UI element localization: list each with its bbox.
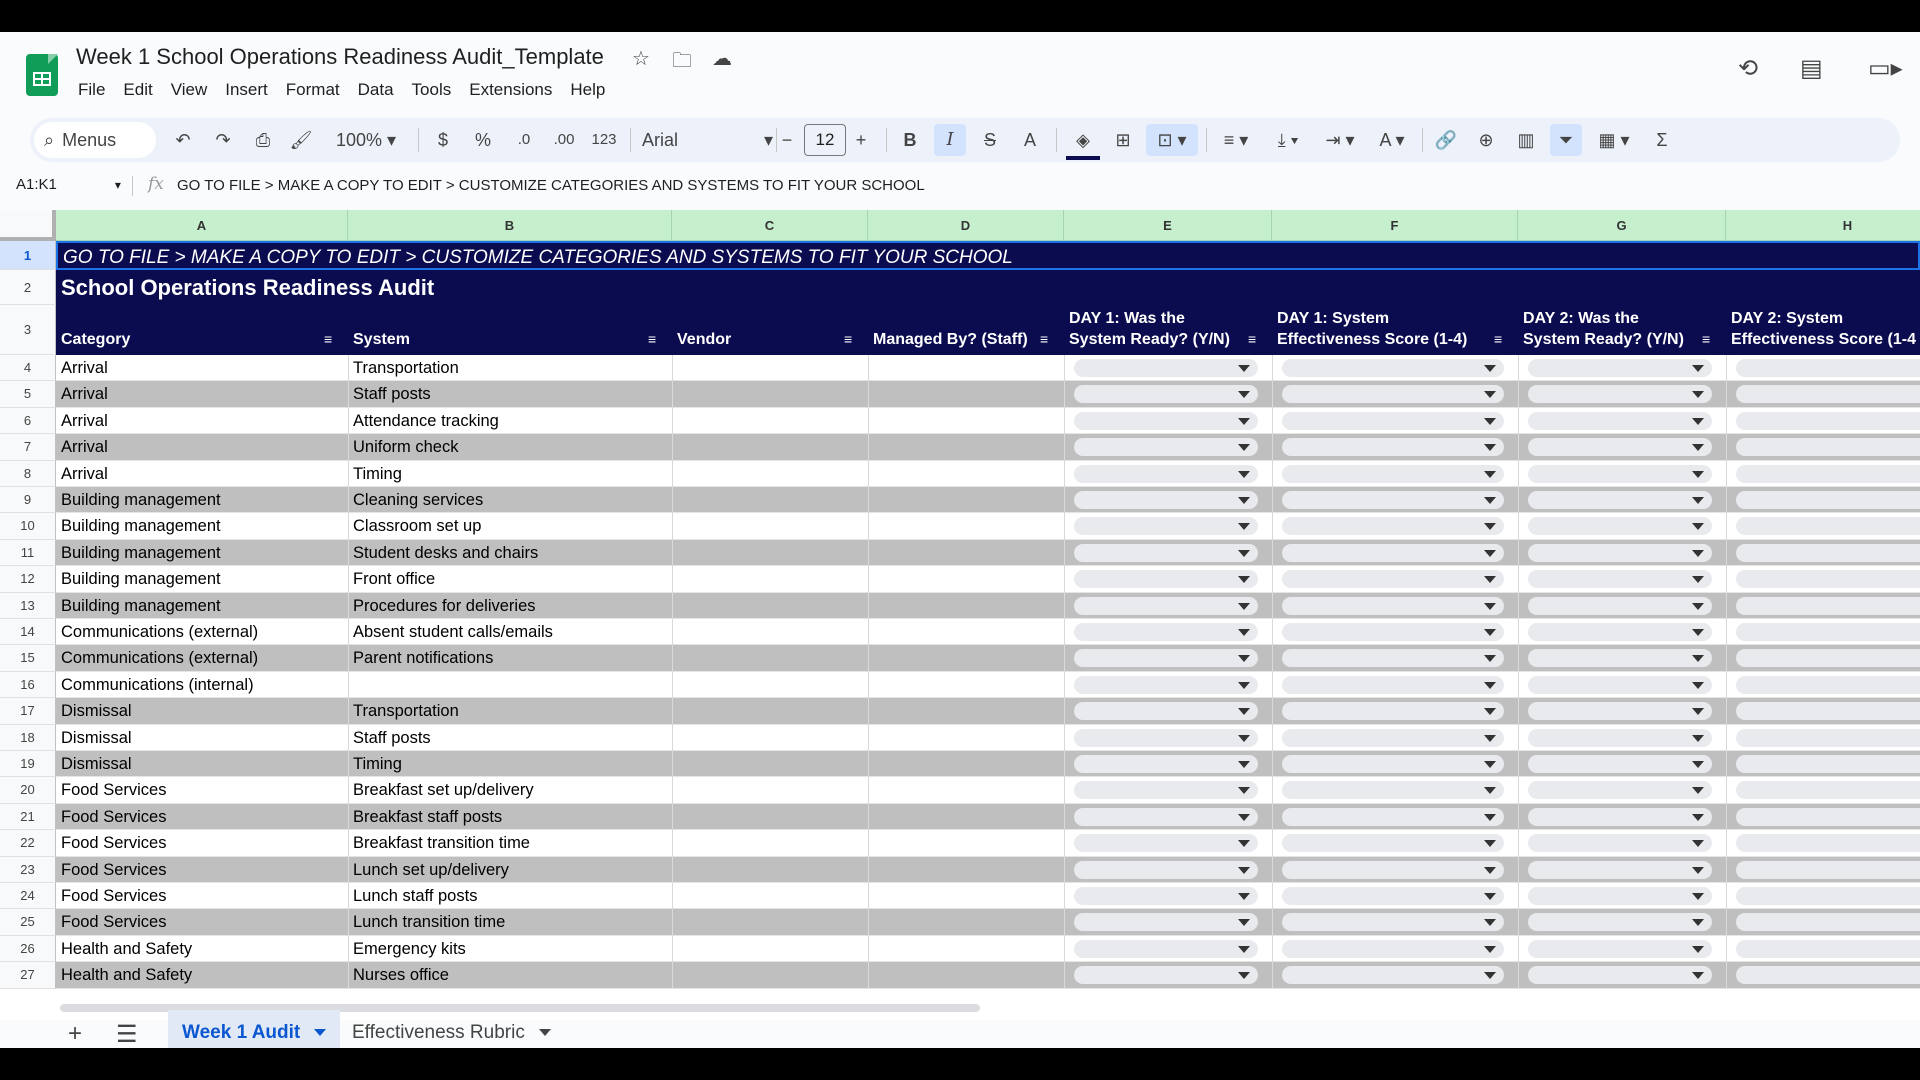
system-cell[interactable]: Absent student calls/emails (353, 623, 553, 641)
menus-search[interactable]: ⌕ Menus (34, 122, 156, 158)
category-cell[interactable]: Health and Safety (61, 939, 193, 958)
header-cell[interactable]: Effectiveness Score (1-4 (1731, 331, 1916, 348)
dropdown-chip[interactable] (1528, 808, 1712, 826)
category-cell[interactable]: Arrival (61, 411, 108, 430)
dropdown-chip[interactable] (1074, 491, 1258, 509)
header-cell[interactable]: Vendor (677, 331, 732, 348)
category-cell[interactable]: Food Services (61, 887, 167, 905)
vertical-align-icon[interactable]: ⤓ ▾ (1277, 130, 1299, 150)
dropdown-chip[interactable] (1074, 966, 1258, 984)
row-header[interactable]: 25 (0, 909, 56, 935)
dropdown-chip[interactable] (1074, 676, 1258, 694)
dropdown-chip[interactable] (1528, 702, 1712, 720)
all-sheets-icon[interactable]: ☰ (116, 1021, 138, 1048)
dropdown-chip[interactable] (1282, 755, 1504, 773)
filter-icon[interactable]: ≡ (324, 331, 333, 347)
document-title[interactable]: Week 1 School Operations Readiness Audit_Template (76, 44, 604, 69)
column-header-a[interactable]: A (56, 210, 348, 241)
row-header[interactable]: 2 (0, 270, 56, 305)
dropdown-chip[interactable] (1282, 438, 1504, 456)
dropdown-chip[interactable] (1736, 649, 1920, 667)
dropdown-chip[interactable] (1528, 597, 1712, 615)
system-cell[interactable]: Breakfast transition time (353, 834, 530, 853)
row-header[interactable]: 4 (0, 355, 56, 381)
dropdown-chip[interactable] (1736, 887, 1920, 905)
spreadsheet-grid (0, 210, 1920, 1020)
dropdown-chip[interactable] (1074, 940, 1258, 958)
dropdown-chip[interactable] (1528, 834, 1712, 852)
row-header[interactable]: 27 (0, 962, 56, 988)
dropdown-chip[interactable] (1282, 887, 1504, 905)
dropdown-chip[interactable] (1736, 913, 1920, 931)
dropdown-chip[interactable] (1528, 913, 1712, 931)
move-folder-icon[interactable]: 🗀 (672, 50, 692, 72)
menu-bar (78, 80, 623, 100)
dropdown-chip[interactable] (1282, 597, 1504, 615)
system-cell[interactable]: Staff posts (353, 728, 431, 747)
dropdown-chip[interactable] (1282, 649, 1504, 667)
category-cell[interactable]: Arrival (61, 438, 108, 457)
title-bar (0, 32, 1920, 112)
dropdown-chip[interactable] (1074, 808, 1258, 826)
chevron-down-icon: ▾ (114, 178, 121, 192)
filter-icon[interactable]: ≡ (648, 331, 657, 347)
dropdown-chip[interactable] (1282, 623, 1504, 641)
category-cell[interactable]: Arrival (61, 359, 108, 377)
dropdown-chip[interactable] (1736, 544, 1920, 562)
sheets-logo-icon[interactable] (26, 54, 58, 96)
system-cell[interactable]: Staff posts (353, 385, 431, 404)
dropdown-chip[interactable] (1074, 517, 1258, 535)
category-cell[interactable]: Dismissal (61, 702, 132, 721)
dropdown-chip[interactable] (1736, 517, 1920, 535)
dropdown-chip[interactable] (1736, 385, 1920, 403)
header-cell[interactable]: Managed By? (Staff) (873, 331, 1028, 348)
sheet-tabs-bar (0, 1020, 1920, 1048)
dropdown-chip[interactable] (1282, 729, 1504, 747)
category-cell[interactable]: Arrival (61, 385, 108, 404)
print-icon[interactable]: ⎙ (255, 130, 271, 150)
banner-cell[interactable]: GO TO FILE > MAKE A COPY TO EDIT > CUSTOMIZE CATEGORIES AND SYSTEMS TO FIT YOUR SCHOOL (56, 241, 1920, 270)
insert-chart-icon[interactable]: ▥ (1517, 130, 1535, 150)
row-header[interactable]: 8 (0, 461, 56, 487)
decrease-decimal-button[interactable]: .0 (517, 131, 531, 148)
dropdown-chip[interactable] (1736, 966, 1920, 984)
header-cell[interactable]: Effectiveness Score (1-4) (1277, 331, 1468, 348)
row-header[interactable]: 14 (0, 619, 56, 645)
dropdown-chip[interactable] (1528, 729, 1712, 747)
row-header[interactable]: 18 (0, 725, 56, 751)
category-cell[interactable]: Food Services (61, 807, 167, 826)
column-divider (1726, 355, 1727, 989)
dropdown-chip[interactable] (1282, 359, 1504, 377)
percent-button[interactable]: % (474, 130, 491, 150)
dropdown-chip[interactable] (1736, 676, 1920, 694)
header-cell[interactable]: DAY 1: Was the (1069, 310, 1185, 327)
dropdown-chip[interactable] (1074, 834, 1258, 852)
system-cell[interactable]: Timing (353, 755, 402, 773)
add-sheet-icon[interactable]: + (68, 1020, 83, 1047)
row-header[interactable]: 10 (0, 513, 56, 539)
system-cell[interactable]: Attendance tracking (353, 411, 499, 430)
dropdown-chip[interactable] (1074, 887, 1258, 905)
system-cell[interactable]: Breakfast set up/delivery (353, 781, 534, 800)
dropdown-chip[interactable] (1074, 438, 1258, 456)
dropdown-chip[interactable] (1736, 438, 1920, 456)
number-format-button[interactable]: 123 (591, 131, 617, 148)
dropdown-chip[interactable] (1074, 465, 1258, 483)
dropdown-chip[interactable] (1282, 570, 1504, 588)
column-header-c[interactable]: C (672, 210, 868, 241)
header-cell[interactable]: System (353, 331, 410, 348)
category-cell[interactable]: Building management (61, 543, 221, 562)
filter-icon[interactable]: ≡ (1702, 331, 1711, 347)
dropdown-chip[interactable] (1736, 465, 1920, 483)
text-rotation-icon[interactable]: A ▾ (1379, 130, 1405, 150)
system-cell[interactable] (348, 672, 672, 698)
column-divider (348, 355, 349, 989)
dropdown-chip[interactable] (1074, 729, 1258, 747)
redo-icon[interactable]: ↷ (215, 130, 231, 150)
dropdown-chip[interactable] (1074, 649, 1258, 667)
horizontal-align-icon[interactable]: ≡ ▾ (1223, 130, 1249, 150)
dropdown-chip[interactable] (1528, 649, 1712, 667)
menu-view[interactable]: View (170, 80, 208, 99)
header-cell[interactable]: DAY 2: System (1731, 310, 1844, 327)
system-cell[interactable]: Classroom set up (353, 517, 482, 536)
star-icon[interactable]: ☆ (632, 48, 650, 70)
dropdown-chip[interactable] (1528, 940, 1712, 958)
text-color-button[interactable]: A (1023, 130, 1036, 150)
filter-icon[interactable]: ≡ (1248, 331, 1257, 347)
header-cell[interactable]: System Ready? (Y/N) (1069, 331, 1230, 348)
row-header[interactable]: 23 (0, 857, 56, 883)
strikethrough-button[interactable]: S (983, 130, 996, 150)
dropdown-chip[interactable] (1528, 887, 1712, 905)
dropdown-chip[interactable] (1074, 544, 1258, 562)
category-cell[interactable]: Food Services (61, 913, 167, 932)
fill-color-icon[interactable]: ◈ (1066, 118, 1100, 160)
italic-button[interactable]: I (934, 124, 966, 156)
header-cell[interactable]: DAY 1: System (1277, 310, 1390, 327)
system-cell[interactable]: Procedures for deliveries (353, 596, 536, 615)
zoom-select[interactable]: 100% ▾ (335, 130, 397, 150)
column-divider (868, 355, 869, 989)
category-cell[interactable]: Health and Safety (61, 966, 193, 985)
row-header[interactable]: 17 (0, 698, 56, 724)
dropdown-chip[interactable] (1528, 570, 1712, 588)
dropdown-chip[interactable] (1736, 570, 1920, 588)
dropdown-chip[interactable] (1074, 623, 1258, 641)
dropdown-chip[interactable] (1736, 861, 1920, 879)
borders-icon[interactable]: ⊞ (1115, 130, 1131, 150)
row-header[interactable]: 12 (0, 566, 56, 592)
formula-bar (0, 170, 1920, 200)
dropdown-chip[interactable] (1528, 491, 1712, 509)
functions-button[interactable]: Σ (1656, 130, 1668, 150)
system-cell[interactable]: Lunch staff posts (353, 887, 478, 905)
system-cell[interactable]: Nurses office (353, 966, 449, 985)
system-cell[interactable]: Timing (353, 464, 402, 483)
toolbar (30, 118, 1900, 162)
header-cell[interactable]: System Ready? (Y/N) (1523, 331, 1684, 348)
category-cell[interactable]: Communications (external) (61, 623, 259, 641)
dropdown-chip[interactable] (1528, 781, 1712, 799)
dropdown-chip[interactable] (1282, 702, 1504, 720)
meet-icon[interactable]: ▭▸ (1868, 55, 1903, 82)
dropdown-chip[interactable] (1528, 359, 1712, 377)
chevron-down-icon (539, 1029, 551, 1036)
system-cell[interactable]: Lunch set up/delivery (353, 860, 509, 879)
row-header[interactable]: 15 (0, 645, 56, 671)
dropdown-chip[interactable] (1282, 491, 1504, 509)
dropdown-chip[interactable] (1282, 966, 1504, 984)
system-cell[interactable]: Parent notifications (353, 649, 494, 668)
row-header[interactable]: 5 (0, 381, 56, 407)
category-cell[interactable]: Food Services (61, 834, 167, 853)
category-cell[interactable]: Communications (internal) (61, 675, 254, 694)
dropdown-chip[interactable] (1282, 913, 1504, 931)
filter-icon[interactable]: ⏷ (1550, 124, 1582, 156)
system-cell[interactable]: Cleaning services (353, 491, 484, 509)
category-cell[interactable]: Building management (61, 517, 221, 536)
system-cell[interactable]: Student desks and chairs (353, 543, 539, 562)
system-cell[interactable]: Lunch transition time (353, 913, 506, 932)
menu-extensions[interactable]: Extensions (469, 80, 553, 99)
dropdown-chip[interactable] (1736, 491, 1920, 509)
dropdown-chip[interactable] (1528, 412, 1712, 430)
comments-icon[interactable]: ▤ (1800, 55, 1823, 82)
dropdown-chip[interactable] (1528, 438, 1712, 456)
dropdown-chip[interactable] (1528, 385, 1712, 403)
dropdown-chip[interactable] (1528, 755, 1712, 773)
dropdown-chip[interactable] (1074, 781, 1258, 799)
column-header-h[interactable]: H (1726, 210, 1920, 241)
undo-icon[interactable]: ↶ (175, 130, 191, 150)
dropdown-chip[interactable] (1282, 465, 1504, 483)
header-cell[interactable]: Category (61, 331, 131, 348)
category-cell[interactable]: Building management (61, 570, 221, 589)
cloud-status-icon[interactable]: ☁ (712, 48, 732, 70)
menu-insert[interactable]: Insert (225, 80, 268, 99)
dropdown-chip[interactable] (1282, 676, 1504, 694)
system-cell[interactable]: Front office (353, 570, 436, 589)
dropdown-chip[interactable] (1736, 359, 1920, 377)
category-cell[interactable]: Food Services (61, 860, 167, 879)
category-cell[interactable]: Dismissal (61, 728, 132, 747)
dropdown-chip[interactable] (1074, 385, 1258, 403)
dropdown-chip[interactable] (1282, 861, 1504, 879)
system-cell[interactable]: Uniform check (353, 438, 459, 457)
dropdown-chip[interactable] (1736, 597, 1920, 615)
dropdown-chip[interactable] (1282, 385, 1504, 403)
merge-cells-icon[interactable]: ⊡ ▾ (1146, 124, 1198, 156)
menu-file[interactable]: File (78, 80, 106, 99)
dropdown-chip[interactable] (1736, 755, 1920, 773)
category-cell[interactable]: Food Services (61, 781, 167, 800)
decrease-font-size-button[interactable]: − (781, 130, 793, 150)
filter-icon[interactable]: ≡ (1040, 331, 1049, 347)
category-cell[interactable]: Dismissal (61, 755, 132, 773)
column-header-g[interactable]: G (1518, 210, 1726, 241)
row-header[interactable]: 24 (0, 883, 56, 909)
category-cell[interactable]: Building management (61, 491, 221, 509)
tab-week-1-audit[interactable]: Week 1 Audit (168, 1010, 340, 1048)
text-wrap-icon[interactable]: ⇥ ▾ (1325, 130, 1355, 150)
dropdown-chip[interactable] (1282, 517, 1504, 535)
dropdown-chip[interactable] (1528, 676, 1712, 694)
row-header[interactable]: 6 (0, 408, 56, 434)
system-cell[interactable]: Transportation (353, 359, 459, 377)
filter-views-icon[interactable]: ▦ ▾ (1598, 130, 1630, 150)
search-icon: ⌕ (44, 130, 55, 150)
row-header[interactable]: 7 (0, 434, 56, 460)
dropdown-chip[interactable] (1528, 517, 1712, 535)
dropdown-chip[interactable] (1736, 808, 1920, 826)
formula-input[interactable]: GO TO FILE > MAKE A COPY TO EDIT > CUSTOMIZE CATEGORIES AND SYSTEMS TO FIT YOUR SCHOOL (177, 177, 925, 194)
dropdown-chip[interactable] (1282, 834, 1504, 852)
dropdown-chip[interactable] (1282, 781, 1504, 799)
row-header[interactable]: 11 (0, 540, 56, 566)
menu-edit[interactable]: Edit (123, 80, 153, 99)
sheet-title-cell[interactable]: School Operations Readiness Audit (56, 270, 1920, 305)
row-header[interactable]: 9 (0, 487, 56, 513)
fx-icon: fx (148, 174, 164, 194)
system-cell[interactable]: Breakfast staff posts (353, 807, 503, 826)
row-header[interactable]: 21 (0, 804, 56, 830)
column-header-b[interactable]: B (348, 210, 672, 241)
dropdown-chip[interactable] (1736, 729, 1920, 747)
dropdown-chip[interactable] (1736, 834, 1920, 852)
column-divider (1064, 355, 1065, 989)
dropdown-chip[interactable] (1074, 412, 1258, 430)
dropdown-chip[interactable] (1528, 966, 1712, 984)
dropdown-chip[interactable] (1074, 861, 1258, 879)
dropdown-chip[interactable] (1528, 544, 1712, 562)
paint-format-icon[interactable]: 🖌 (289, 130, 313, 150)
row-header[interactable]: 22 (0, 830, 56, 856)
column-header-e[interactable]: E (1064, 210, 1272, 241)
row-header[interactable]: 19 (0, 751, 56, 777)
system-cell[interactable]: Emergency kits (353, 939, 466, 958)
column-header-d[interactable]: D (868, 210, 1064, 241)
dropdown-chip[interactable] (1528, 861, 1712, 879)
dropdown-chip[interactable] (1736, 702, 1920, 720)
header-cell[interactable]: DAY 2: Was the (1523, 310, 1639, 327)
column-divider (1272, 355, 1273, 989)
increase-decimal-button[interactable]: .00 (553, 131, 575, 148)
category-cell[interactable]: Building management (61, 596, 221, 615)
category-cell[interactable]: Arrival (61, 464, 108, 483)
dropdown-chip[interactable] (1074, 702, 1258, 720)
font-size-input[interactable]: 12 (804, 124, 846, 156)
row-header[interactable]: 3 (0, 305, 56, 355)
tab-effectiveness-rubric[interactable]: Effectiveness Rubric (338, 1010, 565, 1048)
menu-tools[interactable]: Tools (411, 80, 452, 99)
select-all-corner[interactable] (0, 210, 56, 241)
dropdown-chip[interactable] (1074, 913, 1258, 931)
version-history-icon[interactable]: ⟲ (1738, 55, 1759, 82)
row-header[interactable]: 13 (0, 593, 56, 619)
insert-link-icon[interactable]: 🔗 (1434, 130, 1458, 150)
dropdown-chip[interactable] (1074, 597, 1258, 615)
font-select[interactable]: Arial ▾ (642, 118, 782, 162)
dropdown-chip[interactable] (1736, 623, 1920, 641)
category-cell[interactable]: Communications (external) (61, 649, 259, 668)
dropdown-chip[interactable] (1736, 940, 1920, 958)
dropdown-chip[interactable] (1074, 570, 1258, 588)
currency-button[interactable]: $ (437, 130, 448, 150)
column-header-f[interactable]: F (1272, 210, 1518, 241)
dropdown-chip[interactable] (1736, 412, 1920, 430)
dropdown-chip[interactable] (1074, 359, 1258, 377)
menu-format[interactable]: Format (285, 80, 340, 99)
system-cell[interactable]: Transportation (353, 702, 459, 721)
bold-button[interactable]: B (903, 130, 917, 150)
dropdown-chip[interactable] (1282, 412, 1504, 430)
filter-icon[interactable]: ≡ (1494, 331, 1503, 347)
name-box[interactable]: A1:K1 ▾ (16, 176, 121, 193)
chevron-down-icon: ▾ (764, 130, 774, 150)
dropdown-chip[interactable] (1074, 755, 1258, 773)
sheets-app (0, 32, 1920, 1048)
dropdown-chip[interactable] (1528, 465, 1712, 483)
insert-comment-icon[interactable]: ⊕ (1478, 130, 1494, 150)
dropdown-chip[interactable] (1282, 808, 1504, 826)
chevron-down-icon (314, 1029, 326, 1036)
row-header[interactable]: 20 (0, 777, 56, 803)
dropdown-chip[interactable] (1736, 781, 1920, 799)
menu-data[interactable]: Data (357, 80, 394, 99)
column-divider (672, 355, 673, 989)
increase-font-size-button[interactable]: + (855, 130, 867, 150)
menu-help[interactable]: Help (570, 80, 606, 99)
dropdown-chip[interactable] (1528, 623, 1712, 641)
dropdown-chip[interactable] (1282, 544, 1504, 562)
row-header[interactable]: 26 (0, 936, 56, 962)
row-header[interactable]: 16 (0, 672, 56, 698)
dropdown-chip[interactable] (1282, 940, 1504, 958)
column-divider (1518, 355, 1519, 989)
row-header[interactable]: 1 (0, 241, 56, 270)
filter-icon[interactable]: ≡ (844, 331, 853, 347)
